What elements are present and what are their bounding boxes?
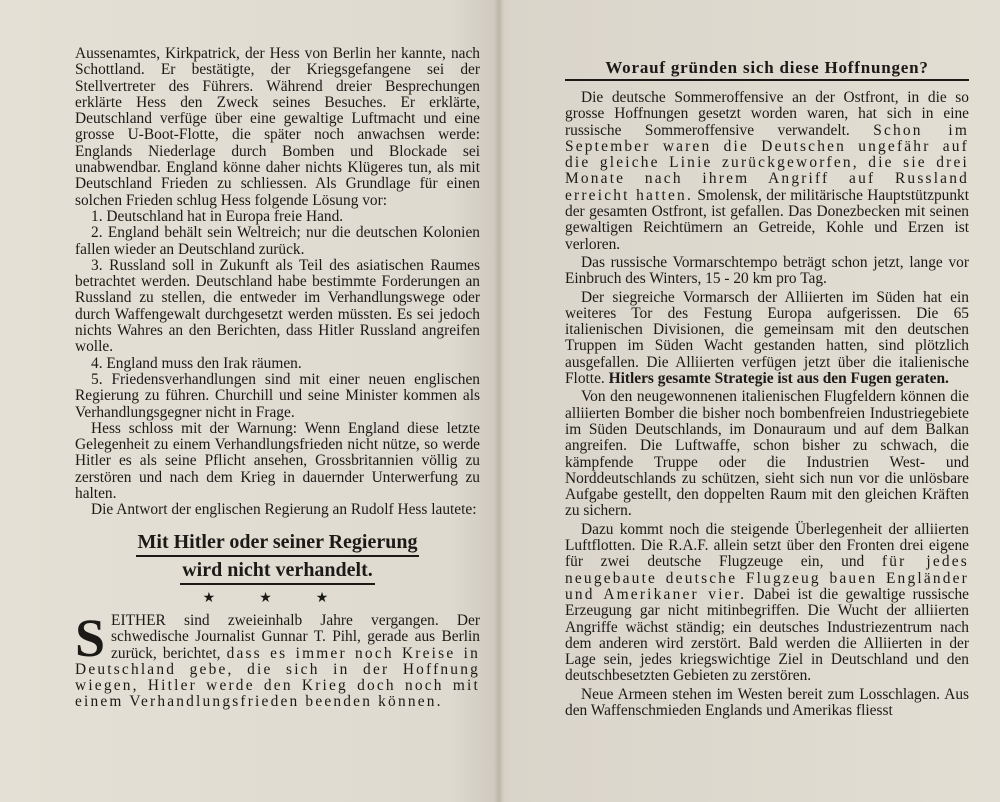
- paragraph-seither: [75, 607, 480, 711]
- paragraph-answer-intro: Die Antwort der englischen Regierung an Rudolf Hess lautete:: [91, 501, 477, 519]
- paragraph-ostfront-start: Die deutsche Sommeroffensive an der Ostfront, in die so grosse Hoffnungen gesetzt worden waren, hat sich in eine russische Sommeroffensive verwandelt.: [565, 89, 969, 139]
- list-item-5: 5. Friedensverhandlungen sind mit einer neuen englischen Regierung zu führen. Churchill und seine Minister kommen als Verhandlungsgegner nicht in Frage.: [75, 370, 480, 421]
- paragraph-ostfront-end: Smolensk, der militärische Hauptstützpunkt der gesamten Ostfront, ist gefallen. Das Donezbecken mit seinen gewaltigen Reichtümern an Getreide, Kohle und Erzen ist verloren.: [565, 186, 969, 253]
- drop-cap: S: [75, 607, 106, 668]
- paragraph-sueden-start: Der siegreiche Vormarsch der Alliierten im Süden hat ein weiteres Tor des Festung Europa aufgerissen. Die 65 italienischen Divisionen, die gemeinsam mit den deutschen Truppen im Süden Wacht gestanden hatten, sind plötzlich ausgefallen. Die Alliierten verfügen jetzt über die italienische Flotte.: [565, 288, 969, 388]
- list-item-4: 4. England muss den Irak räumen.: [91, 354, 302, 372]
- headline: [75, 529, 480, 585]
- paragraph-armeen: Neue Armeen stehen im Westen bereit zum Losschlagen. Aus den Waffenschmieden Englands und Amerikas fliesst: [565, 685, 969, 719]
- headline-line-2: wird nicht verhandelt.: [180, 557, 375, 585]
- list-item-3: 3. Russland soll in Zukunft als Teil des asiatischen Raumes betrachtet werden. Deutschland habe bestimmte Forderungen an Russland zu stellen, die entweder im Verhandlungswege oder durch Waffengewalt durchgesetzt werden müssten. Es sei jedoch nichts Wahres an den Berichten, dass Hitler Russland angreifen wolle.: [75, 256, 480, 356]
- paragraph-seither-start: EITHER sind zweieinhalb Jahre vergangen. Der schwedische Journalist Gunnar T. Pihl, gerade aus Berlin zurück, berichtet,: [111, 611, 480, 662]
- paragraph-sueden: [565, 290, 969, 388]
- paragraph-ostfront: [565, 90, 969, 253]
- paragraph-sueden-bold: Hitlers gesamte Strategie ist aus den Fugen geraten.: [608, 370, 949, 388]
- list-item-1: 1. Deutschland hat in Europa freie Hand.: [91, 207, 344, 225]
- headline-line-1: Mit Hitler oder seiner Regierung: [136, 529, 420, 557]
- paragraph-flugfelder: Von den neugewonnenen italienischen Flugfeldern können die alliierten Bomber die bisher noch bombenfreien Industriegebiete im Süden Deutschlands, im Donauraum und auf dem Balkan angreifen. Die Luftwaffe, schon bisher zu schwach, die kämpfende Truppe oder die Industrien West- und Norddeutschlands zu schützen, sieht sich nun vor die unlösbare Aufgabe gestellt, den doppelten Raum mit den gleichen Kräften zu sichern.: [565, 388, 969, 520]
- paragraph-intro: Aussenamtes, Kirkpatrick, der Hess von Berlin her kannte, nach Schottland. Er bestätigte, der Kriegsgefangene sei der Stellvertreter des Führers. Während dreier Besprechungen erklärte Hess den Zweck seines Besuches. Er erklärte, Deutschland verfüge über eine gewaltige Luftmacht und eine grosse U-Boot-Flotte, die später noch anwachsen werde: Englands Niederlage durch Bomben und Blockade sei unabwendbar. England könne daher nichts Klügeres tun, als mit Deutschland Frieden zu schliessen. Als Grundlage für einen solchen Frieden schlug Hess folgende Lösung vor:: [75, 45, 480, 209]
- paragraph-luftflotten-spaced: für jedes neugebaute deutsche Flugzeug bauen Engländer und Amerikaner vier.: [565, 553, 969, 603]
- paragraph-warning: Hess schloss mit der Warnung: Wenn England diese letzte Gelegenheit zu einem Verhandlungsfrieden nicht nütze, so werde Hitler es als seine Pflicht ansehen, Grossbritannien völlig zu zerstören und nach dem Krieg in dauernder Unterwerfung zu halten.: [75, 419, 480, 503]
- paragraph-luftflotten-start: Dazu kommt noch die steigende Überlegenheit der alliierten Luftflotten. Die R.A.F. allein setzt über den Fronten drei eigene für zwei deutsche Flugzeuge ein, und: [565, 520, 969, 571]
- right-column-title: Worauf gründen sich diese Hoffnungen?: [565, 58, 969, 81]
- left-column: [75, 46, 480, 711]
- section-stars: ★★★: [202, 590, 373, 606]
- list-item-2: 2. England behält sein Weltreich; nur die deutschen Kolonien fallen wieder an Deutschland zurück.: [75, 224, 480, 258]
- page-fold: [494, 0, 504, 802]
- paragraph-seither-spaced: dass es immer noch Kreise in Deutschland gebe, die sich in der Hoffnung wiegen, Hitler werde den Krieg doch noch mit einem Verhandlungsfrieden beenden können.: [75, 644, 480, 711]
- paragraph-luftflotten-end: Dabei ist die gewaltige russische Erzeugung gar nicht mitinbegriffen. Die Wucht der alliierten Angriffe wächst ständig; ein deutsches Industriezentrum nach dem anderen wird zerstört. Bald werden die Alliierten in der Lage sein, jedes kriegswichtige Ziel in Deutschland und den deutschbesetzten Gebieten zu zerstören.: [565, 585, 969, 685]
- paragraph-ostfront-spaced: Schon im September waren die Deutschen ungefähr auf die gleiche Linie zurückgeworfen, die sie drei Monate nach ihrem Angriff auf Russland erreicht hatten.: [565, 121, 969, 204]
- paragraph-vormarschtempo: Das russische Vormarschtempo beträgt schon jetzt, lange vor Einbruch des Winters, 15 - 20 km pro Tag.: [565, 253, 969, 288]
- paragraph-luftflotten: [565, 522, 969, 685]
- right-column: [565, 90, 969, 719]
